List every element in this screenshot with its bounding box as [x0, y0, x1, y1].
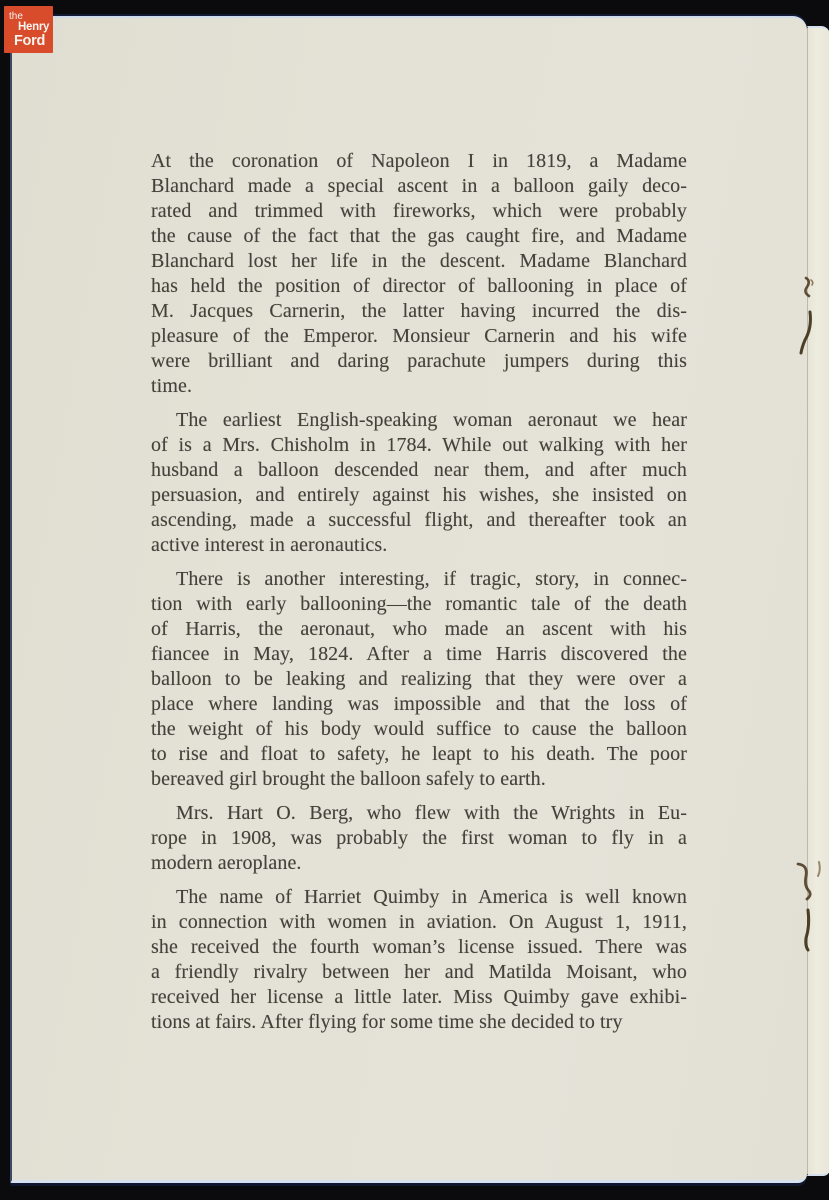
text-line: has held the position of director of ballooning in place of	[151, 275, 687, 297]
paragraph	[151, 567, 687, 792]
text-line: M. Jacques Carnerin, the latter having incurred the dis-	[151, 300, 687, 322]
text-line: husband a balloon descended near them, and after much	[151, 459, 687, 481]
text-line: Blanchard made a special ascent in a balloon gaily deco-	[151, 175, 687, 197]
paragraph	[151, 149, 687, 399]
text-line: received her license a little later. Miss Quimby gave exhibi-	[151, 986, 687, 1008]
text-line: of Harris, the aeronaut, who made an ascent with his	[151, 618, 687, 640]
text-line: At the coronation of Napoleon I in 1819, a Madame	[151, 150, 687, 172]
page-fore-edge	[807, 26, 829, 1176]
text-line: The earliest English-speaking woman aeronaut we hear	[176, 409, 687, 431]
text-line: fiancee in May, 1824. After a time Harris discovered the	[151, 643, 687, 665]
text-line: active interest in aeronautics.	[151, 534, 388, 556]
text-line: tion with early ballooning—the romantic tale of the death	[151, 593, 687, 615]
text-line: the cause of the fact that the gas caught fire, and Madame	[151, 225, 687, 247]
text-line: the weight of his body would suffice to cause the balloon	[151, 718, 687, 740]
logo-word-the: the	[9, 11, 23, 22]
ink-mark-upper	[792, 272, 822, 362]
text-block	[151, 149, 687, 1035]
henry-ford-logo	[4, 6, 53, 53]
text-line: persuasion, and entirely against his wishes, she insisted on	[151, 484, 687, 506]
text-line: pleasure of the Emperor. Monsieur Carnerin and his wife	[151, 325, 687, 347]
text-line: to rise and float to safety, he leapt to his death. The poor	[151, 743, 687, 765]
text-line: time.	[151, 375, 193, 397]
text-line: Blanchard lost her life in the descent. Madame Blanchard	[151, 250, 687, 272]
text-line: rope in 1908, was probably the first woman to fly in a	[151, 827, 687, 849]
text-line: modern aeroplane.	[151, 852, 302, 874]
text-line: in connection with women in aviation. On August 1, 1911,	[151, 911, 687, 933]
text-line: There is another interesting, if tragic, story, in connec-	[176, 568, 687, 590]
logo-word-henry: Henry	[18, 21, 50, 33]
text-line: of is a Mrs. Chisholm in 1784. While out walking with her	[151, 434, 687, 456]
logo-word-ford: Ford	[14, 33, 46, 49]
paragraph	[151, 885, 687, 1035]
text-line: The name of Harriet Quimby in America is well known	[176, 886, 687, 908]
text-line: ascending, made a successful flight, and thereafter took an	[151, 509, 687, 531]
text-line: tions at fairs. After flying for some time she decided to try	[151, 1011, 623, 1033]
text-line: rated and trimmed with fireworks, which were probably	[151, 200, 687, 222]
text-line: were brilliant and daring parachute jumpers during this	[151, 350, 687, 372]
text-line: Mrs. Hart O. Berg, who flew with the Wrights in Eu-	[176, 802, 687, 824]
text-line: bereaved girl brought the balloon safely to earth.	[151, 768, 546, 790]
ink-mark-lower	[786, 856, 826, 956]
paragraph	[151, 408, 687, 558]
text-line: balloon to be leaking and realizing that they were over a	[151, 668, 687, 690]
text-line: a friendly rivalry between her and Matilda Moisant, who	[151, 961, 687, 983]
text-line: she received the fourth woman’s license issued. There was	[151, 936, 687, 958]
text-line: place where landing was impossible and that the loss of	[151, 693, 687, 715]
paragraph	[151, 801, 687, 876]
